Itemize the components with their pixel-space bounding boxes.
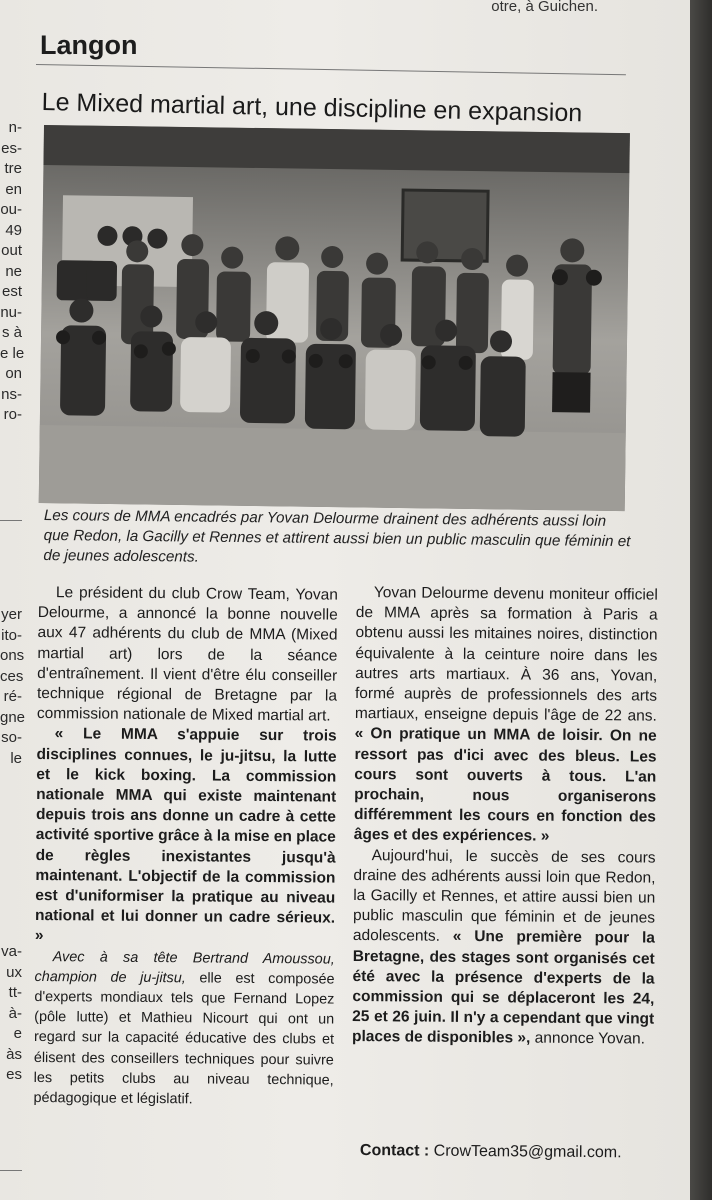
margin-fragment: yer — [1, 606, 22, 623]
margin-fragment: nu- — [0, 303, 22, 321]
margin-fragment: 49 — [5, 221, 22, 239]
margin-fragment: gne — [0, 708, 26, 726]
margin-fragment: tt- — [8, 984, 22, 1001]
col1-italic-lead: Avec à sa tête Bertrand Amoussou, champion de ju-jitsu, — [34, 948, 335, 987]
margin-fragment: es- — [1, 139, 22, 157]
left-margin-fragments-mid — [0, 605, 26, 769]
col2-paragraph-2 — [352, 846, 656, 1051]
margin-fragment: on — [5, 365, 22, 382]
section-title: Langon — [40, 30, 138, 60]
margin-fragment: ons — [0, 647, 25, 664]
col2-paragraph-1 — [354, 583, 658, 848]
margin-fragment: à- — [8, 1004, 22, 1022]
margin-fragment: ns- — [1, 385, 22, 403]
margin-fragment: est — [1, 283, 22, 300]
margin-fragment: ux — [6, 963, 22, 981]
col2-paragraph-1-text: Yovan Delourme devenu moniteur officiel de MMA après sa formation à Paris a obtenu aussi les mitaines noires, distinction équivalente à la ceinture noire dans les autres arts martiaux. À 36 ans, Yovan, formé auprès de professionnels des arts martiaux, enseigne depuis l'âge de 22 ans. — [354, 584, 658, 725]
article-column-1 — [33, 583, 338, 1111]
left-margin-fragments-bottom — [0, 942, 22, 1086]
col1-paragraph-3-rest: elle est composée d'experts mondiaux tels que Fernand Lopez (pôle lutte) et Mathieu Nicourt qui ont un regard sur la capacité éducative des clubs et élisent des conseillers techniques pour suivre les petits clubs au niveau technique, pédagogique et législatif. — [33, 970, 335, 1108]
group-photo — [39, 125, 630, 511]
margin-fragment: so- — [1, 729, 22, 746]
left-margin-fragments-top — [0, 118, 25, 426]
col2-paragraph-2-text: Aujourd'hui, le succès de ses cours draine des adhérents aussi loin que Redon, la Gacilly et Rennes, et attire aussi bien un public masculin que féminin et de jeunes adolescents. — [352, 846, 656, 946]
page-edge-shadow — [690, 0, 712, 1200]
margin-fragment: va- — [1, 943, 22, 960]
left-margin-rule-1 — [0, 520, 22, 521]
col2-paragraph-2-end: annonce Yovan. — [530, 1030, 646, 1049]
article-headline: Le Mixed martial art, une discipline en expansion — [41, 88, 583, 128]
margin-fragment: s à — [1, 324, 22, 341]
margin-fragment: e — [13, 1025, 22, 1042]
margin-fragment: es — [6, 1066, 22, 1083]
margin-fragment: en — [5, 180, 22, 198]
left-margin-rule-2 — [0, 1170, 22, 1171]
group-photo-illustration — [39, 125, 630, 511]
margin-fragment: ou- — [0, 201, 22, 218]
article-column-2 — [352, 583, 658, 1050]
contact-label: Contact : — [359, 1142, 430, 1160]
contact-line — [360, 1142, 622, 1162]
col2-quote-2: « Une première pour la Bretagne, des stages sont organisés cet été avec la présence d'experts de la commission qui se déplaceront les 24, 25 et 26 juin. Il n'y a cependant que vingt places de disponibles », — [351, 928, 655, 1048]
margin-fragment: n- — [8, 119, 22, 136]
col2-quote-1: « On pratique un MMA de loisir. On ne ressort pas d'ici avec des bleus. Les cours sont ouverts à tous. L'an prochain, nous organiserons différemment les cours en fonction des âges et des expériences. » — [353, 725, 657, 846]
margin-fragment: ro- — [3, 406, 22, 423]
margin-fragment: tre — [4, 160, 22, 177]
margin-fragment: e le — [0, 344, 25, 362]
margin-fragment: ré- — [3, 688, 22, 705]
col1-paragraph-3 — [33, 947, 334, 1111]
top-text-fragment: otre, à Guichen. — [491, 0, 598, 15]
margin-fragment: out — [1, 242, 22, 259]
col1-quote-paragraph: « Le MMA s'appuie sur trois disciplines connues, le ju-jitsu, la lutte et le kick boxing. La commission nationale MMA qui existe maintenant depuis trois ans donne un cadre à cette activité sportive grâce à la mise en place de règles inexistantes jusqu'à maintenant. L'objectif de la commission est d'uniformiser la pratique au niveau national et lui donner un cadre sérieux. » — [34, 725, 337, 945]
margin-fragment: ces — [0, 667, 24, 685]
contact-email: CrowTeam35@gmail.com. — [433, 1142, 622, 1162]
margin-fragment: le — [10, 749, 22, 767]
section-rule — [36, 64, 626, 75]
photo-caption: Les cours de MMA encadrés par Yovan Delourme drainent des adhérents aussi loin que Redon, la Gacilly et Rennes et attirent aussi bien un public masculin que féminin et de jeunes adolescents. — [43, 506, 631, 566]
col1-paragraph-1: Le président du club Crow Team, Yovan Delourme, a annoncé la bonne nouvelle aux 47 adhérents du club de MMA (Mixed martial art) lors de la séance d'entraînement. Il vient d'être élu conseiller technique régional de Bretagne par la commission nationale de Mixed martial art. — [36, 584, 338, 725]
margin-fragment: às — [6, 1045, 22, 1063]
margin-fragment: ito- — [1, 626, 22, 644]
margin-fragment: ne — [5, 262, 22, 280]
